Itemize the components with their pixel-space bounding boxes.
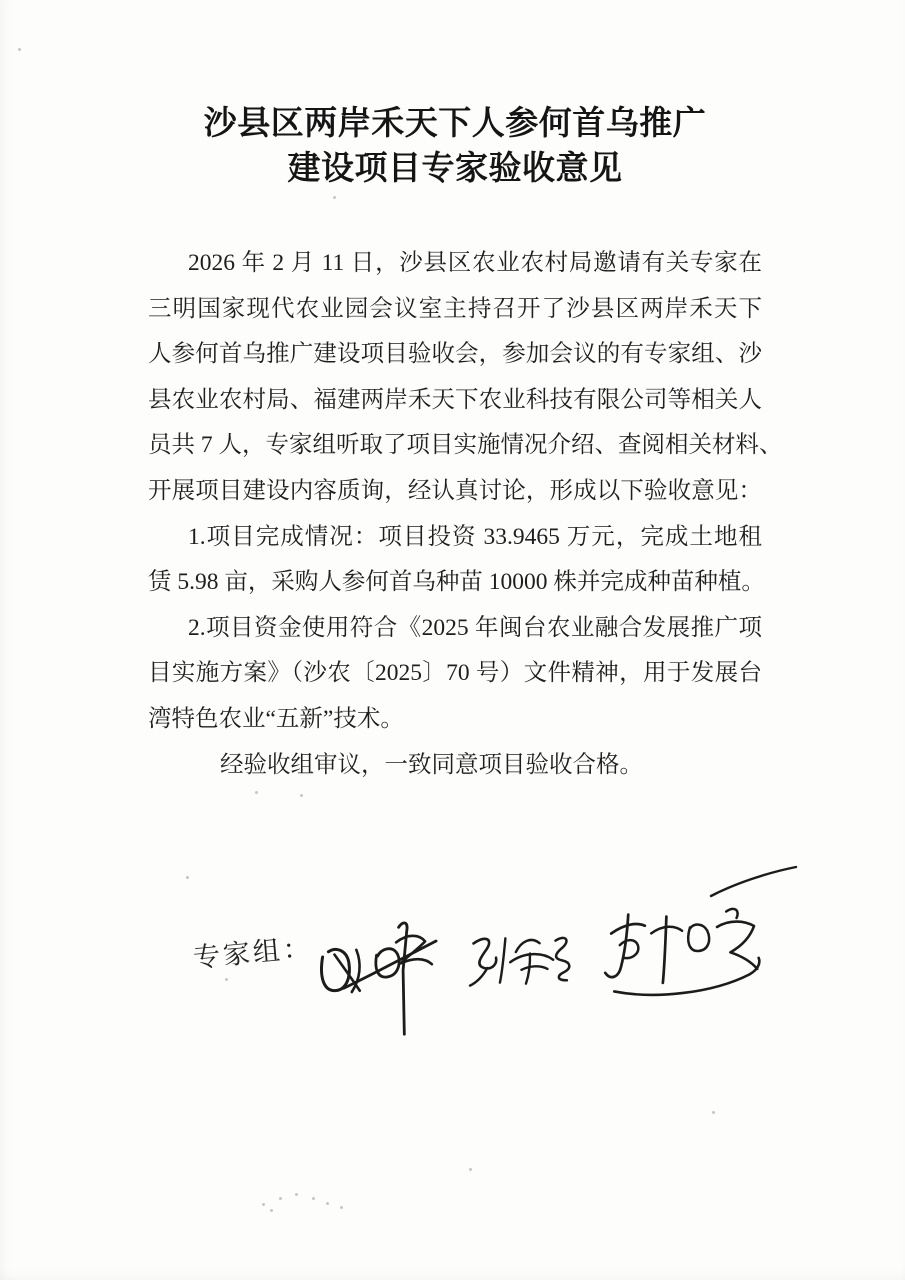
scan-speck — [186, 876, 189, 879]
document-title — [148, 102, 762, 192]
scan-speck — [255, 791, 258, 794]
body-line: 2.项目资金使用符合《2025 年闽台农业融合发展推广项 — [188, 614, 762, 641]
body-line: 员共 7 人，专家组听取了项目实施情况介绍、查阅相关材料、 — [148, 432, 783, 459]
scan-speck — [225, 978, 228, 981]
scan-speck — [300, 794, 303, 797]
document-body — [148, 241, 783, 788]
scan-speck — [469, 1168, 472, 1171]
handwritten-signature-1 — [302, 890, 457, 1045]
body-line: 经验收组审议，一致同意项目验收合格。 — [220, 751, 643, 778]
scan-speck — [312, 1197, 315, 1200]
body-line: 人参何首乌推广建设项目验收会，参加会议的有专家组、沙 — [148, 341, 762, 368]
scan-speck — [262, 1203, 265, 1206]
scan-speck — [279, 1197, 282, 1200]
handwritten-signature-3 — [588, 893, 771, 1000]
title-line: 建设项目专家验收意见 — [287, 151, 623, 187]
handwritten-signature-2 — [459, 922, 573, 990]
body-line: 赁 5.98 亩，采购人参何首乌种苗 10000 株并完成种苗种植。 — [148, 569, 765, 596]
body-line: 三明国家现代农业园会议室主持召开了沙县区两岸禾天下 — [148, 295, 762, 322]
body-line: 目实施方案》（沙农〔2025〕70 号）文件精神，用于发展台 — [148, 660, 762, 687]
scan-speck — [295, 1193, 298, 1196]
scan-speck — [340, 1206, 343, 1209]
body-line: 湾特色农业“五新”技术。 — [148, 705, 404, 732]
scan-speck — [18, 48, 21, 51]
body-line: 1.项目完成情况：项目投资 33.9465 万元，完成土地租 — [188, 523, 762, 550]
scan-speck — [326, 1202, 329, 1205]
title-line: 沙县区两岸禾天下人参何首乌推广 — [203, 106, 707, 142]
scan-speck — [270, 1209, 273, 1212]
scan-speck — [712, 1111, 715, 1114]
stray-pen-stroke — [706, 860, 801, 902]
body-line: 2026 年 2 月 11 日，沙县区农业农村局邀请有关专家在 — [188, 250, 762, 276]
scan-speck — [333, 196, 336, 199]
expert-group-label: 专家组： — [191, 932, 315, 973]
body-line: 开展项目建设内容质询，经认真讨论，形成以下验收意见： — [148, 477, 762, 504]
body-line: 县农业农村局、福建两岸禾天下农业科技有限公司等相关人 — [148, 386, 762, 413]
